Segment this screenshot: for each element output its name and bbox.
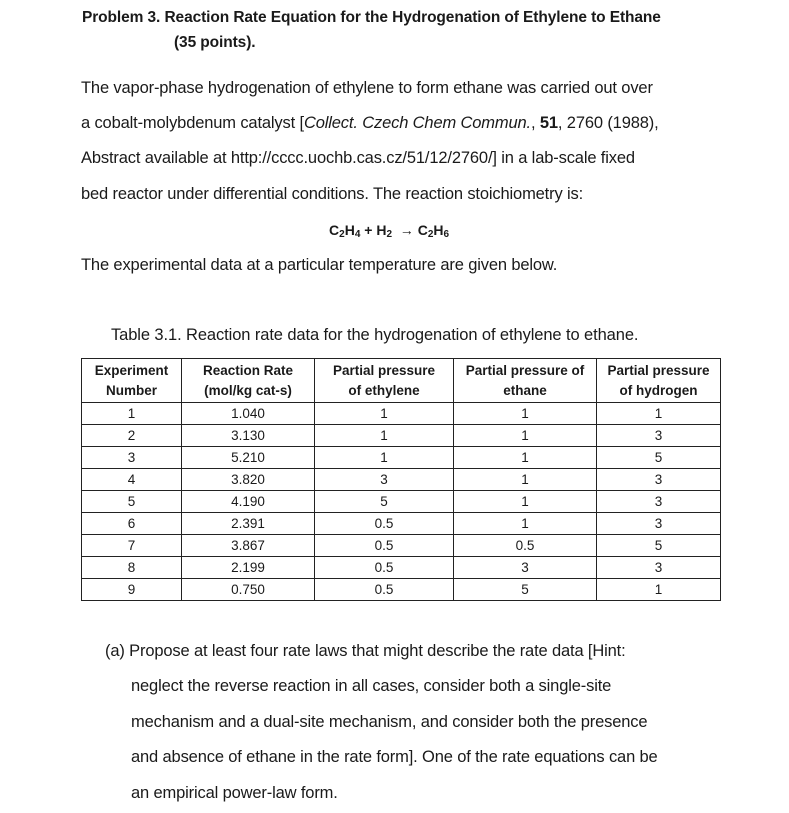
intro-line-4: bed reactor under differential conditions. The reaction stoichiometry is:	[81, 185, 584, 203]
part-a-line-5: an empirical power-law form.	[131, 784, 338, 802]
cell-experiment: 2	[82, 425, 182, 447]
table-row	[82, 447, 721, 469]
eq-sub: 2	[427, 229, 434, 240]
cell-experiment: 5	[82, 491, 182, 513]
cell-pp-ethane: 1	[454, 447, 597, 469]
part-a-line-3: mechanism and a dual-site mechanism, and consider both the presence	[131, 713, 648, 731]
cell-pp-ethylene: 1	[315, 403, 454, 425]
cell-experiment: 9	[82, 579, 182, 601]
eq-sub: 6	[443, 229, 450, 240]
cell-pp-hydrogen: 1	[597, 403, 721, 425]
part-a-line-2: neglect the reverse reaction in all cases, consider both a single-site	[131, 677, 612, 695]
citation-pages: , 2760 (1988),	[557, 114, 659, 132]
cell-pp-ethylene: 1	[315, 447, 454, 469]
table-row	[82, 469, 721, 491]
cell-pp-ethane: 5	[454, 579, 597, 601]
table-row	[82, 513, 721, 535]
cell-pp-hydrogen: 3	[597, 425, 721, 447]
table-row	[82, 579, 721, 601]
cell-experiment: 4	[82, 469, 182, 491]
cell-pp-ethylene: 0.5	[315, 557, 454, 579]
cell-rate: 1.040	[182, 403, 315, 425]
eq-plus: +	[360, 222, 377, 238]
header-reaction-rate: Reaction Rate (mol/kg cat-s)	[182, 359, 315, 403]
cell-pp-hydrogen: 5	[597, 535, 721, 557]
data-intro: The experimental data at a particular temperature are given below.	[81, 256, 558, 274]
header-pp-ethylene: Partial pressure of ethylene	[315, 359, 454, 403]
separator: ,	[530, 114, 540, 132]
table-row	[82, 491, 721, 513]
cell-rate: 3.820	[182, 469, 315, 491]
arrow-icon: →	[392, 222, 418, 238]
eq-c: C	[417, 222, 428, 238]
journal-volume: 51	[539, 114, 558, 132]
table-row	[82, 403, 721, 425]
eq-c: C	[329, 222, 340, 238]
header-pp-hydrogen: Partial pressure of hydrogen	[597, 359, 721, 403]
cell-experiment: 3	[82, 447, 182, 469]
cell-rate: 2.199	[182, 557, 315, 579]
cell-pp-ethylene: 3	[315, 469, 454, 491]
cell-experiment: 7	[82, 535, 182, 557]
cell-pp-ethylene: 0.5	[315, 535, 454, 557]
table-row	[82, 557, 721, 579]
cell-rate: 4.190	[182, 491, 315, 513]
cell-pp-ethane: 1	[454, 469, 597, 491]
intro-line-2	[81, 114, 659, 133]
cell-rate: 0.750	[182, 579, 315, 601]
eq-h: H	[344, 222, 355, 238]
table-caption: Table 3.1. Reaction rate data for the hydrogenation of ethylene to ethane.	[111, 326, 639, 344]
cell-pp-ethane: 3	[454, 557, 597, 579]
intro-line-3: Abstract available at http://cccc.uochb.cas.cz/51/12/2760/] in a lab-scale fixed	[81, 149, 635, 167]
cell-pp-ethylene: 0.5	[315, 579, 454, 601]
cell-rate: 3.130	[182, 425, 315, 447]
cell-rate: 3.867	[182, 535, 315, 557]
cell-pp-ethane: 1	[454, 425, 597, 447]
cell-pp-ethylene: 0.5	[315, 513, 454, 535]
table-row	[82, 425, 721, 447]
cell-pp-ethylene: 5	[315, 491, 454, 513]
cell-experiment: 6	[82, 513, 182, 535]
eq-sub: 2	[386, 229, 393, 240]
journal-name: Collect. Czech Chem Commun.	[303, 114, 531, 132]
cell-pp-ethane: 1	[454, 491, 597, 513]
cell-pp-hydrogen: 1	[597, 579, 721, 601]
cell-experiment: 1	[82, 403, 182, 425]
intro-line-1: The vapor-phase hydrogenation of ethylene to form ethane was carried out over	[81, 79, 653, 97]
cell-pp-ethane: 0.5	[454, 535, 597, 557]
eq-h2: H	[376, 222, 387, 238]
header-experiment-number: Experiment Number	[82, 359, 182, 403]
cell-pp-hydrogen: 3	[597, 557, 721, 579]
eq-h: H	[433, 222, 444, 238]
reaction-equation	[329, 222, 449, 240]
part-a-line-4: and absence of ethane in the rate form]. One of the rate equations can be	[131, 748, 658, 766]
problem-title: Problem 3. Reaction Rate Equation for the Hydrogenation of Ethylene to Ethane	[82, 9, 661, 26]
problem-points: (35 points).	[174, 34, 256, 51]
eq-sub: 4	[354, 229, 361, 240]
cell-rate: 2.391	[182, 513, 315, 535]
eq-sub: 2	[339, 229, 345, 240]
intro-text: a cobalt-molybdenum catalyst [	[81, 114, 304, 132]
cell-pp-ethylene: 1	[315, 425, 454, 447]
header-pp-ethane: Partial pressure of ethane	[454, 359, 597, 403]
cell-rate: 5.210	[182, 447, 315, 469]
part-a-line-1: (a) Propose at least four rate laws that might describe the rate data [Hint:	[105, 642, 626, 660]
cell-pp-hydrogen: 5	[597, 447, 721, 469]
cell-pp-hydrogen: 3	[597, 513, 721, 535]
cell-pp-hydrogen: 3	[597, 469, 721, 491]
cell-experiment: 8	[82, 557, 182, 579]
cell-pp-hydrogen: 3	[597, 491, 721, 513]
cell-pp-ethane: 1	[454, 513, 597, 535]
reaction-rate-table	[81, 358, 721, 601]
table-row	[82, 535, 721, 557]
table-header-row	[82, 359, 721, 403]
cell-pp-ethane: 1	[454, 403, 597, 425]
